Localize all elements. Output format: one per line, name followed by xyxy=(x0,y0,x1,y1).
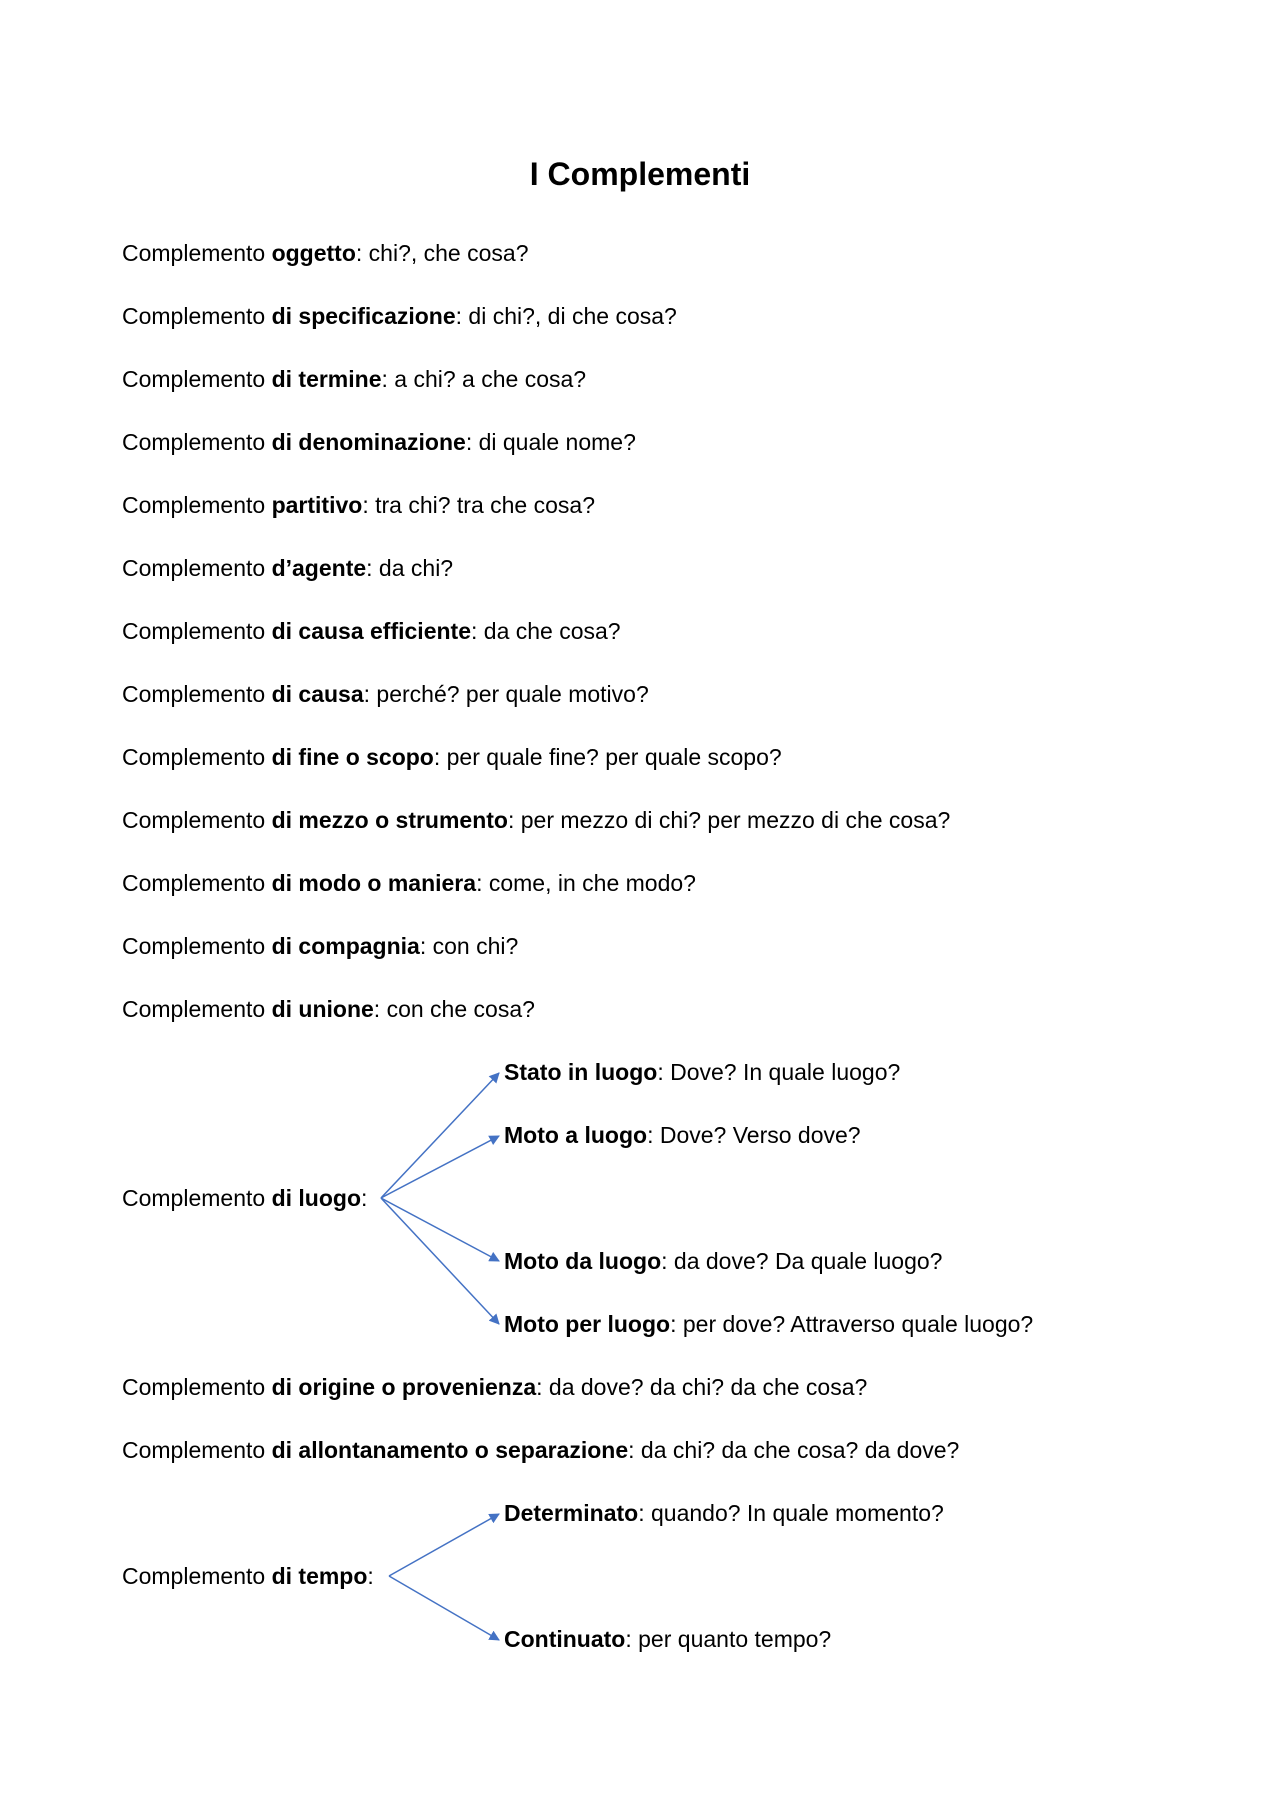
list-item: Complemento di allontanamento o separazione: da chi? da che cosa? da dove? xyxy=(122,1437,960,1463)
list-item: Complemento di termine: a chi? a che cosa? xyxy=(122,366,587,392)
tempo-branch-continuato: Continuato: per quanto tempo? xyxy=(504,1626,832,1652)
list-item: Complemento di causa: perché? per quale motivo? xyxy=(122,681,649,707)
list-item: Complemento di unione: con che cosa? xyxy=(122,996,535,1022)
list-item: Complemento di causa efficiente: da che cosa? xyxy=(122,618,621,644)
list-item: Complemento di modo o maniera: come, in che modo? xyxy=(122,870,696,896)
arrow-moto-a-luogo xyxy=(381,1136,499,1198)
list-item: Complemento di mezzo o strumento: per mezzo di chi? per mezzo di che cosa? xyxy=(122,807,951,833)
list-item: Complemento di fine o scopo: per quale fine? per quale scopo? xyxy=(122,744,782,770)
luogo-branch-moto-a: Moto a luogo: Dove? Verso dove? xyxy=(504,1122,861,1148)
tempo-root: Complemento di tempo: xyxy=(122,1563,374,1589)
tempo-branch-determinato: Determinato: quando? In quale momento? xyxy=(504,1500,944,1526)
arrow-moto-per-luogo xyxy=(381,1198,499,1324)
list-item: Complemento di origine o provenienza: da dove? da chi? da che cosa? xyxy=(122,1374,868,1400)
arrow-stato-in-luogo xyxy=(381,1073,499,1198)
list-item: Complemento partitivo: tra chi? tra che cosa? xyxy=(122,492,595,518)
list-item: Complemento d’agente: da chi? xyxy=(122,555,454,581)
list-item: Complemento oggetto: chi?, che cosa? xyxy=(122,240,529,266)
page-title: I Complementi xyxy=(529,156,751,192)
luogo-branch-moto-per: Moto per luogo: per dove? Attraverso quale luogo? xyxy=(504,1311,1034,1337)
arrow-moto-da-luogo xyxy=(381,1198,499,1261)
luogo-root: Complemento di luogo: xyxy=(122,1185,368,1211)
list-item: Complemento di compagnia: con chi? xyxy=(122,933,519,959)
list-item: Complemento di denominazione: di quale nome? xyxy=(122,429,636,455)
luogo-branch-moto-da: Moto da luogo: da dove? Da quale luogo? xyxy=(504,1248,943,1274)
list-item: Complemento di specificazione: di chi?, di che cosa? xyxy=(122,303,677,329)
arrow-determinato xyxy=(389,1514,499,1576)
arrow-continuato xyxy=(389,1576,499,1640)
luogo-branch-stato: Stato in luogo: Dove? In quale luogo? xyxy=(504,1059,901,1085)
